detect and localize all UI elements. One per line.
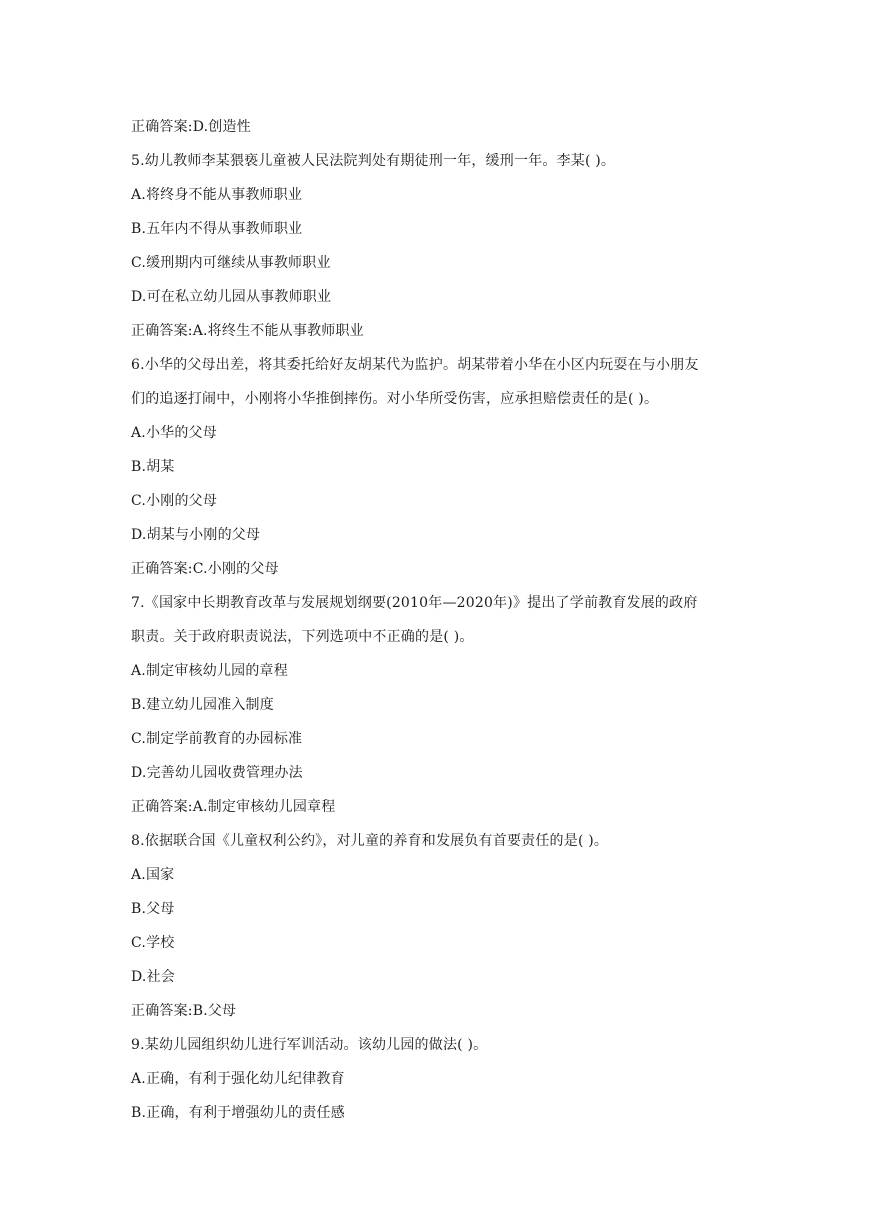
question-8-option-c: C.学校 [131,935,175,951]
question-8-option-d: D.社会 [131,969,175,985]
answer-line-q4: 正确答案:D.创造性 [131,119,251,135]
question-8-option-b: B.父母 [131,901,175,917]
answer-line-q5: 正确答案:A.将终生不能从事教师职业 [131,323,364,339]
question-9-stem: 9.某幼儿园组织幼儿进行军训活动。该幼儿园的做法( )。 [131,1037,488,1053]
question-9-option-b: B.正确，有利于增强幼儿的责任感 [131,1105,345,1121]
question-5-option-c: C.缓刑期内可继续从事教师职业 [131,255,331,271]
question-6-option-d: D.胡某与小刚的父母 [131,527,261,543]
question-5-stem: 5.幼儿教师李某猥亵儿童被人民法院判处有期徒刑一年，缓刑一年。李某( )。 [131,153,616,169]
document-body [131,110,743,1130]
answer-line-q8: 正确答案:B.父母 [131,1003,237,1019]
answer-line-q6: 正确答案:C.小刚的父母 [131,561,279,577]
question-6-option-c: C.小刚的父母 [131,493,218,509]
question-7-option-c: C.制定学前教育的办园标准 [131,731,303,747]
question-5-option-a: A.将终身不能从事教师职业 [131,187,303,203]
question-7-stem-line-1: 7.《国家中长期教育改革与发展规划纲要(2010年—2020年)》提出了学前教育发展的政府 [131,595,698,611]
question-7-stem-line-2: 职责。关于政府职责说法，下列选项中不正确的是( )。 [131,629,474,645]
question-8-option-a: A.国家 [131,867,175,883]
question-6-stem-line-1: 6.小华的父母出差，将其委托给好友胡某代为监护。胡某带着小华在小区内玩耍在与小朋友 [131,357,699,373]
question-9-option-a: A.正确，有利于强化幼儿纪律教育 [131,1071,345,1087]
question-7-option-d: D.完善幼儿园收费管理办法 [131,765,303,781]
question-7-option-a: A.制定审核幼儿园的章程 [131,663,288,679]
question-8-stem: 8.依据联合国《儿童权利公约》，对儿童的养育和发展负有首要责任的是( )。 [131,833,609,849]
question-6-stem-line-2: 们的追逐打闹中，小刚将小华推倒摔伤。对小华所受伤害，应承担赔偿责任的是( )。 [131,391,659,407]
question-6-option-b: B.胡某 [131,459,175,475]
answer-line-q7: 正确答案:A.制定审核幼儿园章程 [131,799,336,815]
question-6-option-a: A.小华的父母 [131,425,217,441]
question-5-option-b: B.五年内不得从事教师职业 [131,221,303,237]
question-5-option-d: D.可在私立幼儿园从事教师职业 [131,289,332,305]
question-7-option-b: B.建立幼儿园准入制度 [131,697,274,713]
